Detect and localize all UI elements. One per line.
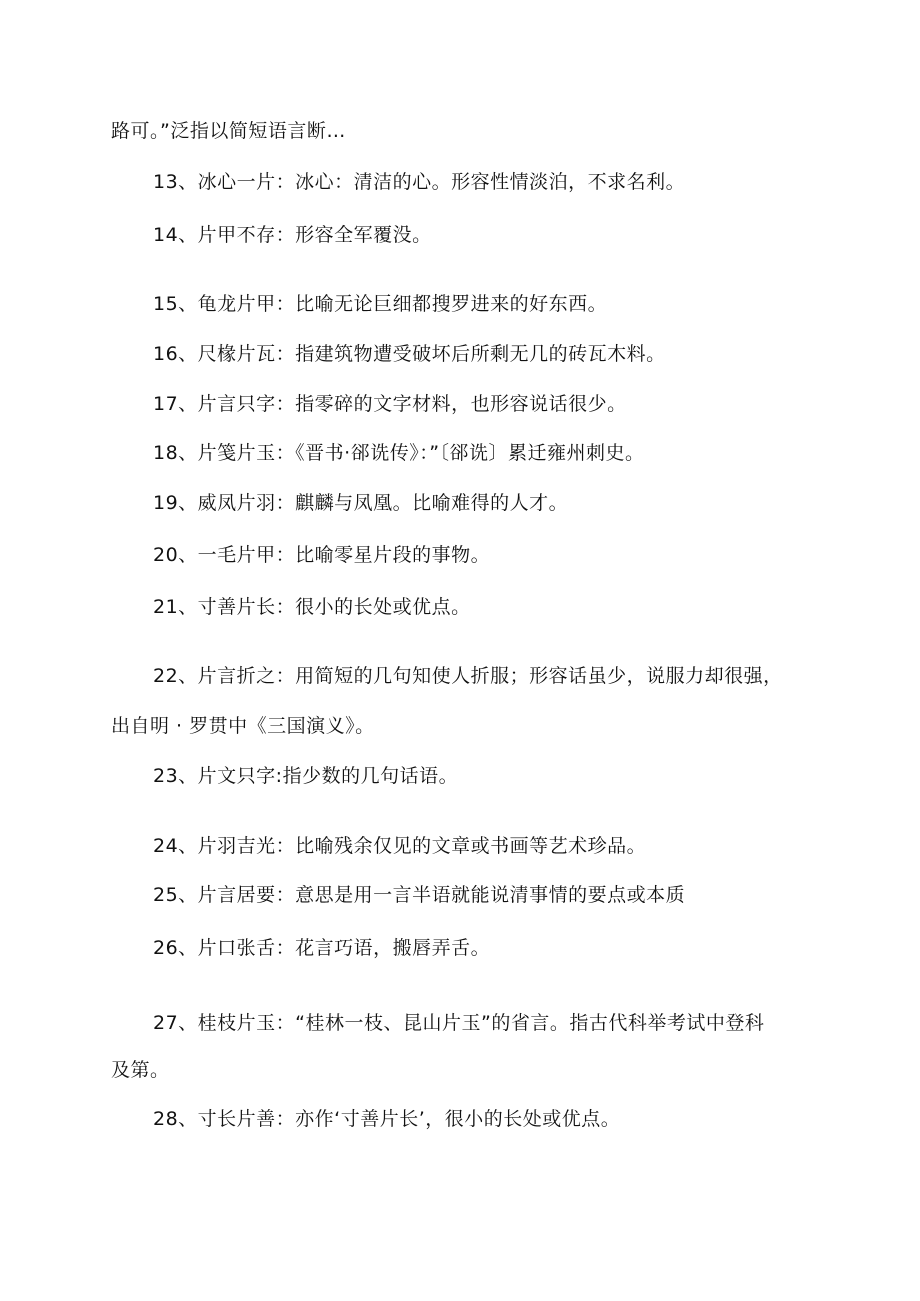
entry-23: 23、片文只字:指少数的几句话语。 <box>153 765 459 787</box>
entry-27-continuation: 及第。 <box>111 1059 170 1081</box>
entry-21: 21、寸善片长：很小的长处或优点。 <box>153 596 471 618</box>
entry-19: 19、威凤片羽：麒麟与凤凰。比喻难得的人才。 <box>153 492 569 514</box>
entry-24: 24、片羽吉光：比喻残余仅见的文章或书画等艺术珍品。 <box>153 835 647 857</box>
entry-18: 18、片笺片玉：《晋书·郤诜传》：”〔郤诜〕累迁雍州刺史。 <box>153 442 645 464</box>
entry-27: 27、桂枝片玉：“桂林一枝、昆山片玉”的省言。指古代科举考试中登科 <box>153 1012 765 1034</box>
entry-15: 15、龟龙片甲：比喻无论巨细都搜罗进来的好东西。 <box>153 293 608 315</box>
entry-20: 20、一毛片甲：比喻零星片段的事物。 <box>153 544 491 566</box>
entry-22-continuation: 出自明 · 罗贯中《三国演义》。 <box>111 715 375 737</box>
entry-22: 22、片言折之：用简短的几句知使人折服；形容话虽少，说服力却很强， <box>153 665 783 687</box>
entry-13: 13、冰心一片：冰心：清洁的心。形容性情淡泊，不求名利。 <box>153 171 686 193</box>
entry-14: 14、片甲不存：形容全军覆没。 <box>153 224 432 246</box>
entry-28: 28、寸长片善：亦作‘寸善片长’，很小的长处或优点。 <box>153 1108 621 1130</box>
continuation-text-line: 路可。”泛指以简短语言断… <box>111 120 346 142</box>
entry-26: 26、片口张舌：花言巧语，搬唇弄舌。 <box>153 937 491 959</box>
entry-16: 16、尺椽片瓦：指建筑物遭受破坏后所剩无几的砖瓦木料。 <box>153 343 666 365</box>
entry-17: 17、片言只字：指零碎的文字材料，也形容说话很少。 <box>153 393 627 415</box>
entry-25: 25、片言居要：意思是用一言半语就能说清事情的要点或本质 <box>153 884 686 906</box>
